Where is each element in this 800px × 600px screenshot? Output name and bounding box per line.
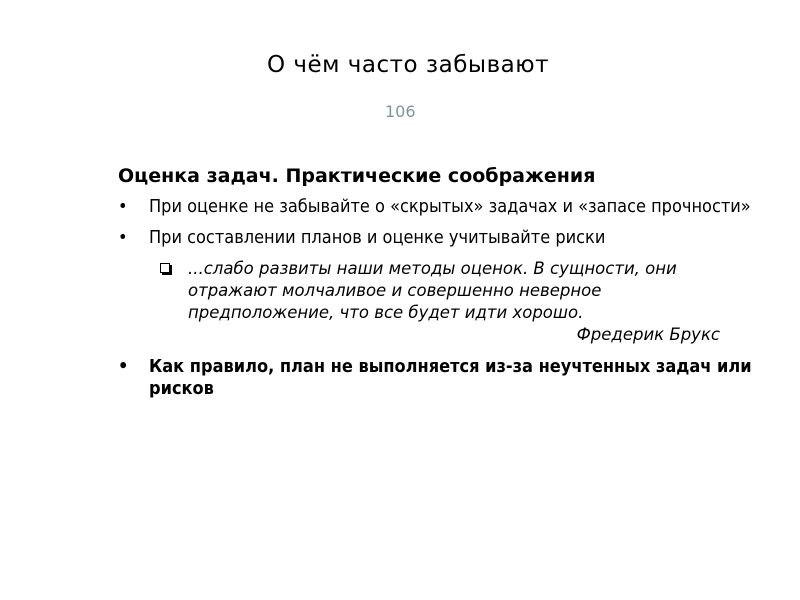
bullet-item	[118, 196, 778, 218]
bullet-icon: •	[118, 196, 128, 217]
bullet-item	[118, 356, 778, 400]
quote-author: Фредерик Брукс	[576, 325, 720, 344]
bullet-text: При оценке не забывайте о «скрытых» задачах и «запасе прочности»	[149, 196, 751, 217]
bullet-item	[118, 227, 778, 249]
quote-text: ...слабо развиты наши методы оценок. В сущности, они отражают молчаливое и совершенно неверное предположение, что все будет идти хорошо.	[188, 259, 677, 322]
bullet-icon: •	[118, 356, 129, 377]
slide-title: О чём часто забывают	[266, 52, 549, 78]
slide-content	[118, 165, 778, 409]
bullet-text: Как правило, план не выполняется из-за неучтенных задач или рисков	[149, 356, 752, 399]
bullet-text: При составлении планов и оценке учитывайте риски	[149, 227, 606, 248]
page-number: 106	[385, 102, 416, 121]
section-heading: Оценка задач. Практические соображения	[118, 165, 596, 187]
bullet-icon: •	[118, 227, 128, 248]
checkbox-bullet-icon	[160, 263, 170, 273]
quote-item	[158, 258, 748, 346]
